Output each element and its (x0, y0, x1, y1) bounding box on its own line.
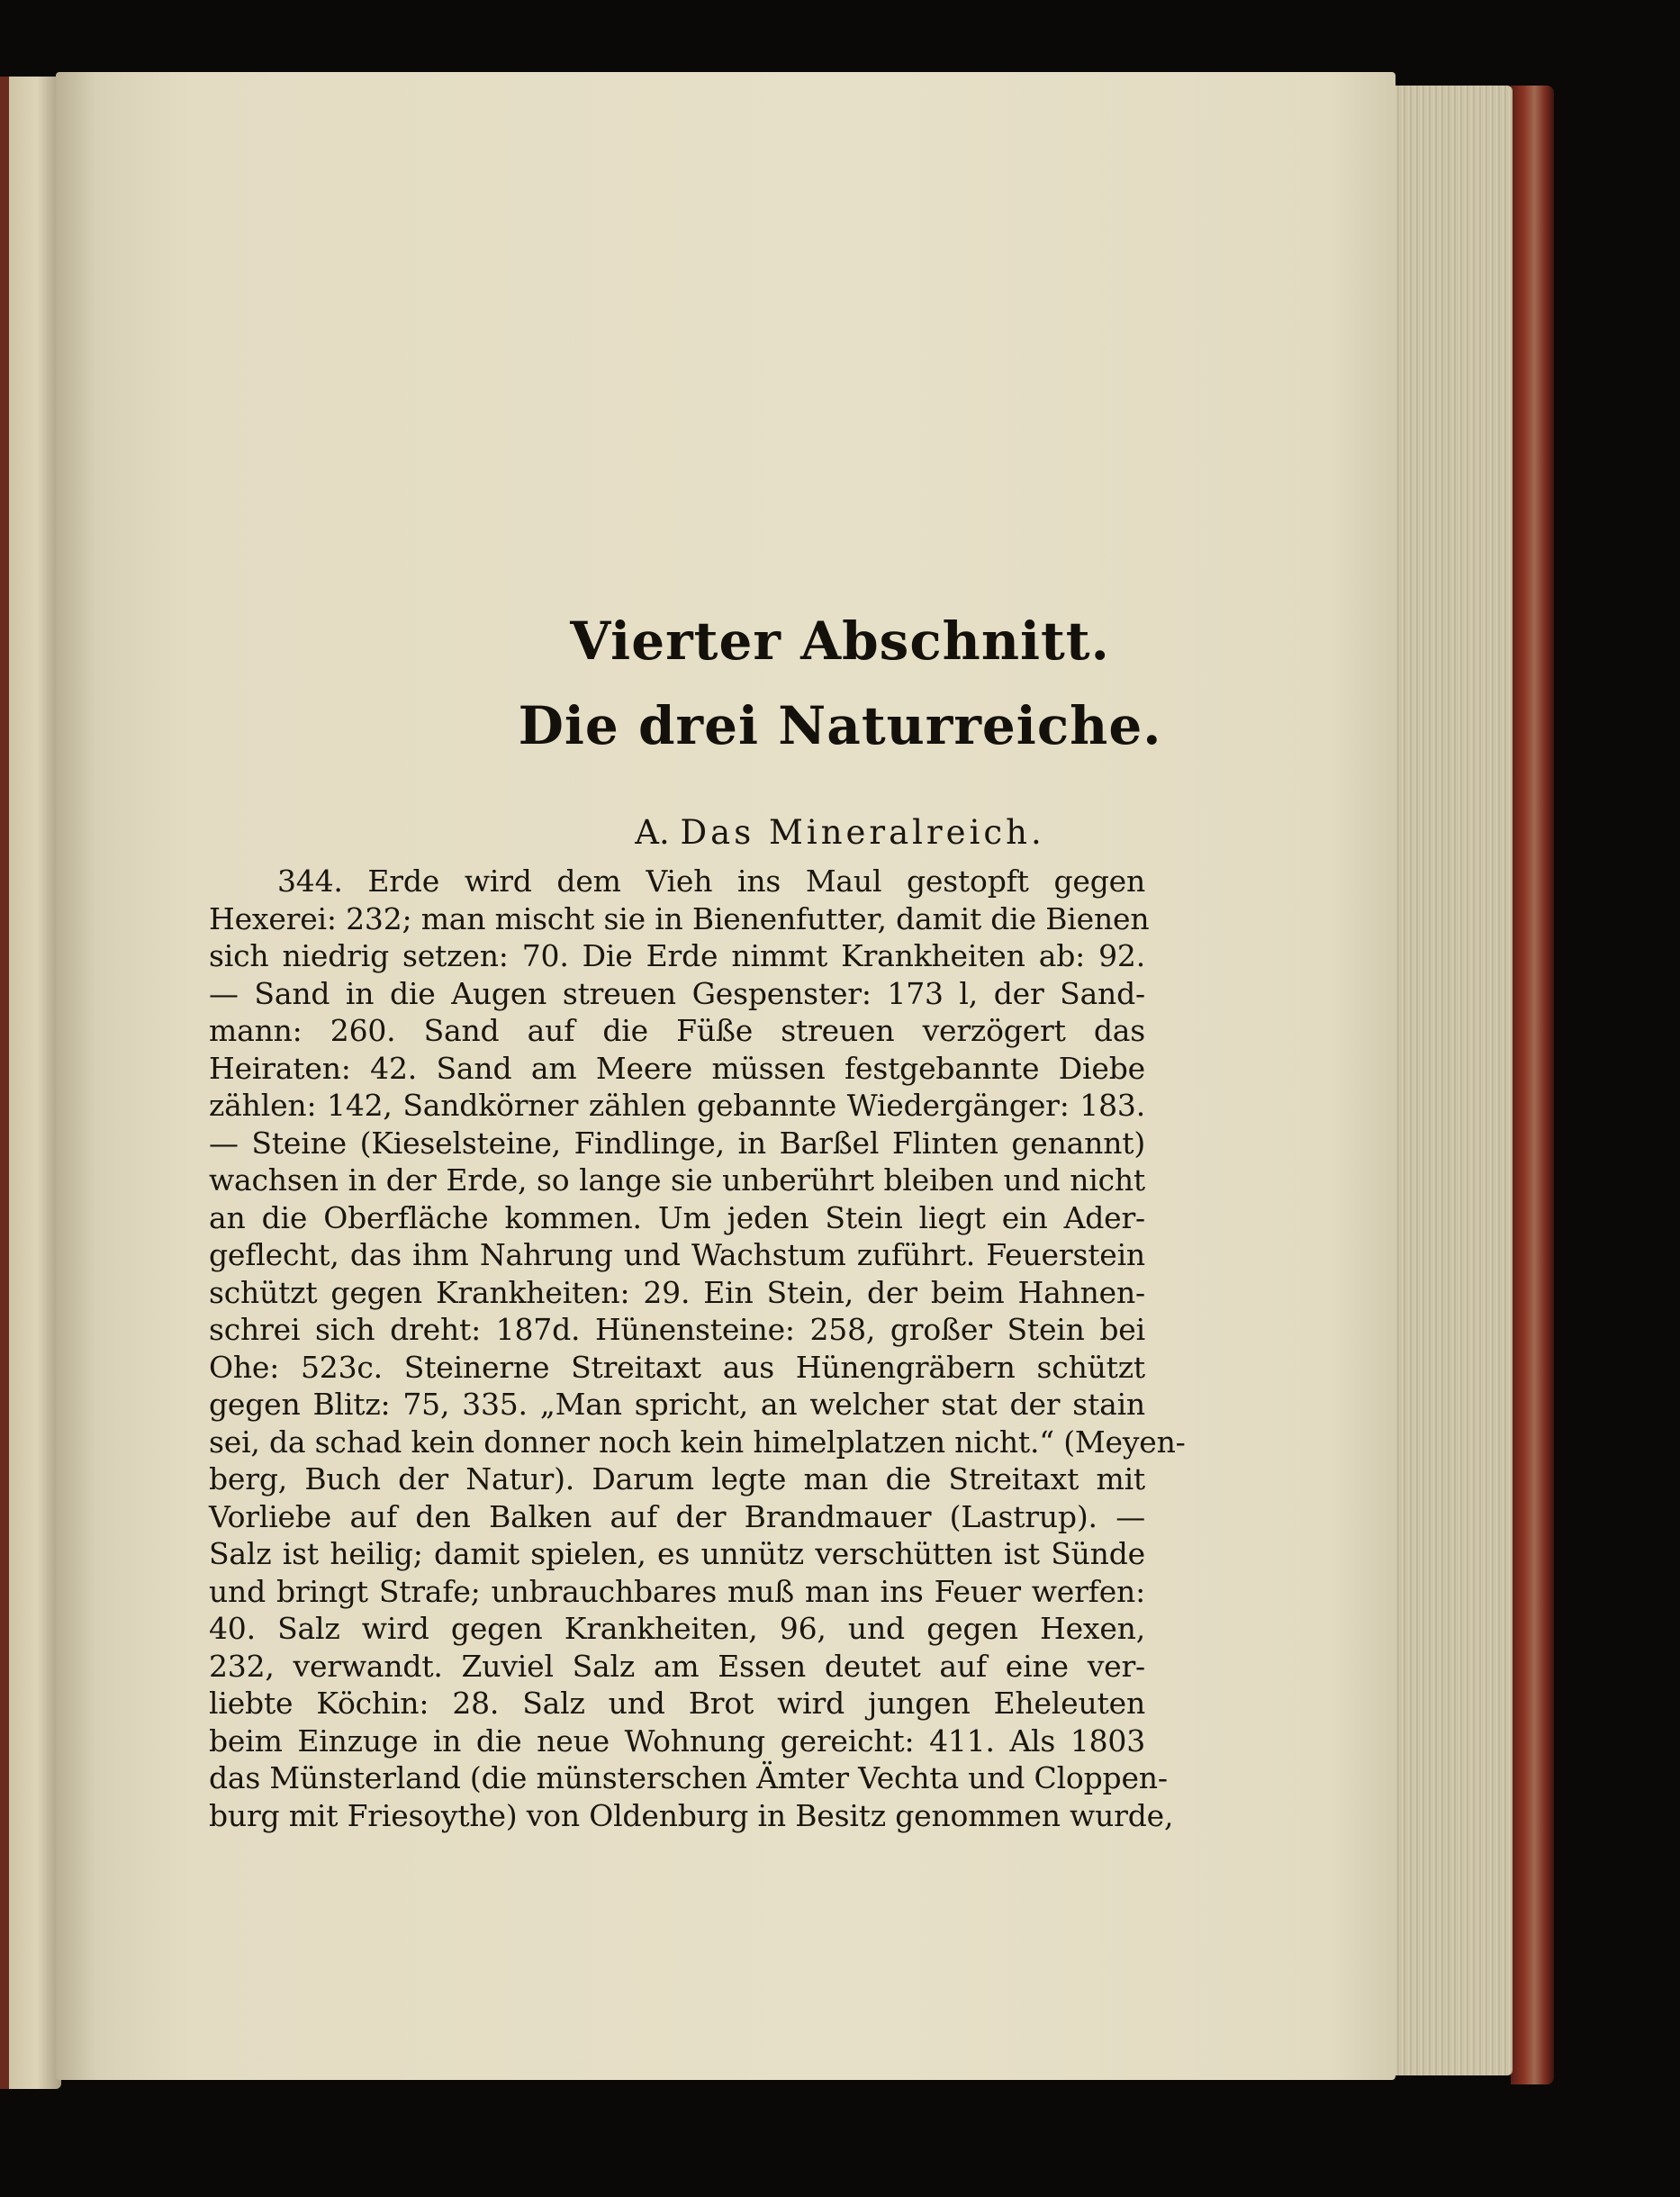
text-line: schützt gegen Krankheiten: 29. Ein Stein, der beim Hahnen- (209, 1274, 1145, 1310)
text-line: beim Einzuge in die neue Wohnung gereicht: 411. Als 1803 (209, 1722, 1145, 1759)
facing-page-edge (0, 77, 61, 2089)
book-cover-edge (1511, 86, 1554, 2084)
section-title: Das Mineralreich. (680, 813, 1045, 852)
binding-edge-left (0, 77, 9, 2089)
text-line: wachsen in der Erde, so lange sie unberührt bleiben und nicht (209, 1162, 1145, 1198)
text-line: das Münsterland (die münsterschen Ämter Vechta und Cloppen- (209, 1760, 1168, 1795)
text-line: sich niedrig setzen: 70. Die Erde nimmt Krankheiten ab: 92. (209, 938, 1145, 973)
text-line: sei, da schad kein donner noch kein himelplatzen nicht.“ (Meyen- (209, 1424, 1186, 1460)
text-line: geflecht, das ihm Nahrung und Wachstum zuführt. Feuerstein (209, 1237, 1145, 1272)
text-line: Hexerei: 232; man mischt sie in Bienenfutter, damit die Bienen (209, 900, 1150, 936)
text-line: an die Oberfläche kommen. Um jeden Stein liegt ein Ader- (209, 1199, 1145, 1235)
text-line: — Sand in die Augen streuen Gespenster: 173 l, der Sand- (209, 975, 1145, 1011)
chapter-subtitle: Die drei Naturreiche. (518, 695, 1162, 756)
text-line: 40. Salz wird gegen Krankheiten, 96, und gegen Hexen, (209, 1611, 1145, 1646)
text-line: burg mit Friesoythe) von Oldenburg in Besitz genommen wurde, (209, 1797, 1174, 1833)
text-line: liebte Köchin: 28. Salz und Brot wird jungen Eheleuten (209, 1686, 1145, 1721)
text-line: gegen Blitz: 75, 335. „Man spricht, an welcher stat der stain (209, 1387, 1145, 1422)
text-line: zählen: 142, Sandkörner zählen gebannte Wiedergänger: 183. (209, 1088, 1145, 1123)
text-line: — Steine (Kieselsteine, Findlinge, in Barßel Flinten genannt) (209, 1125, 1145, 1161)
text-line: 232, verwandt. Zuviel Salz am Essen deutet auf eine ver- (209, 1648, 1145, 1684)
text-line: Ohe: 523c. Steinerne Streitaxt aus Hünengräbern schützt (209, 1349, 1145, 1385)
section-label: A. (635, 813, 670, 852)
text-line: Heiraten: 42. Sand am Meere müssen festgebannte Diebe (209, 1050, 1145, 1086)
text-line: Vorliebe auf den Balken auf der Brandmauer (Lastrup). — (209, 1498, 1145, 1534)
text-line: 344. Erde wird dem Vieh ins Maul gestopft gegen (277, 863, 1145, 899)
section-heading (0, 813, 1680, 852)
text-line: Salz ist heilig; damit spielen, es unnütz verschütten ist Sünde (209, 1536, 1145, 1571)
chapter-heading: Vierter Abschnitt. (570, 610, 1110, 672)
text-line: berg, Buch der Natur). Darum legte man die Streitaxt mit (209, 1461, 1145, 1496)
text-line: und bringt Strafe; unbrauchbares muß man ins Feuer werfen: (209, 1573, 1145, 1609)
text-line: mann: 260. Sand auf die Füße streuen verzögert das (209, 1013, 1145, 1048)
body-text (209, 863, 1186, 1834)
text-line: schrei sich dreht: 187d. Hünensteine: 258, großer Stein bei (209, 1312, 1145, 1347)
